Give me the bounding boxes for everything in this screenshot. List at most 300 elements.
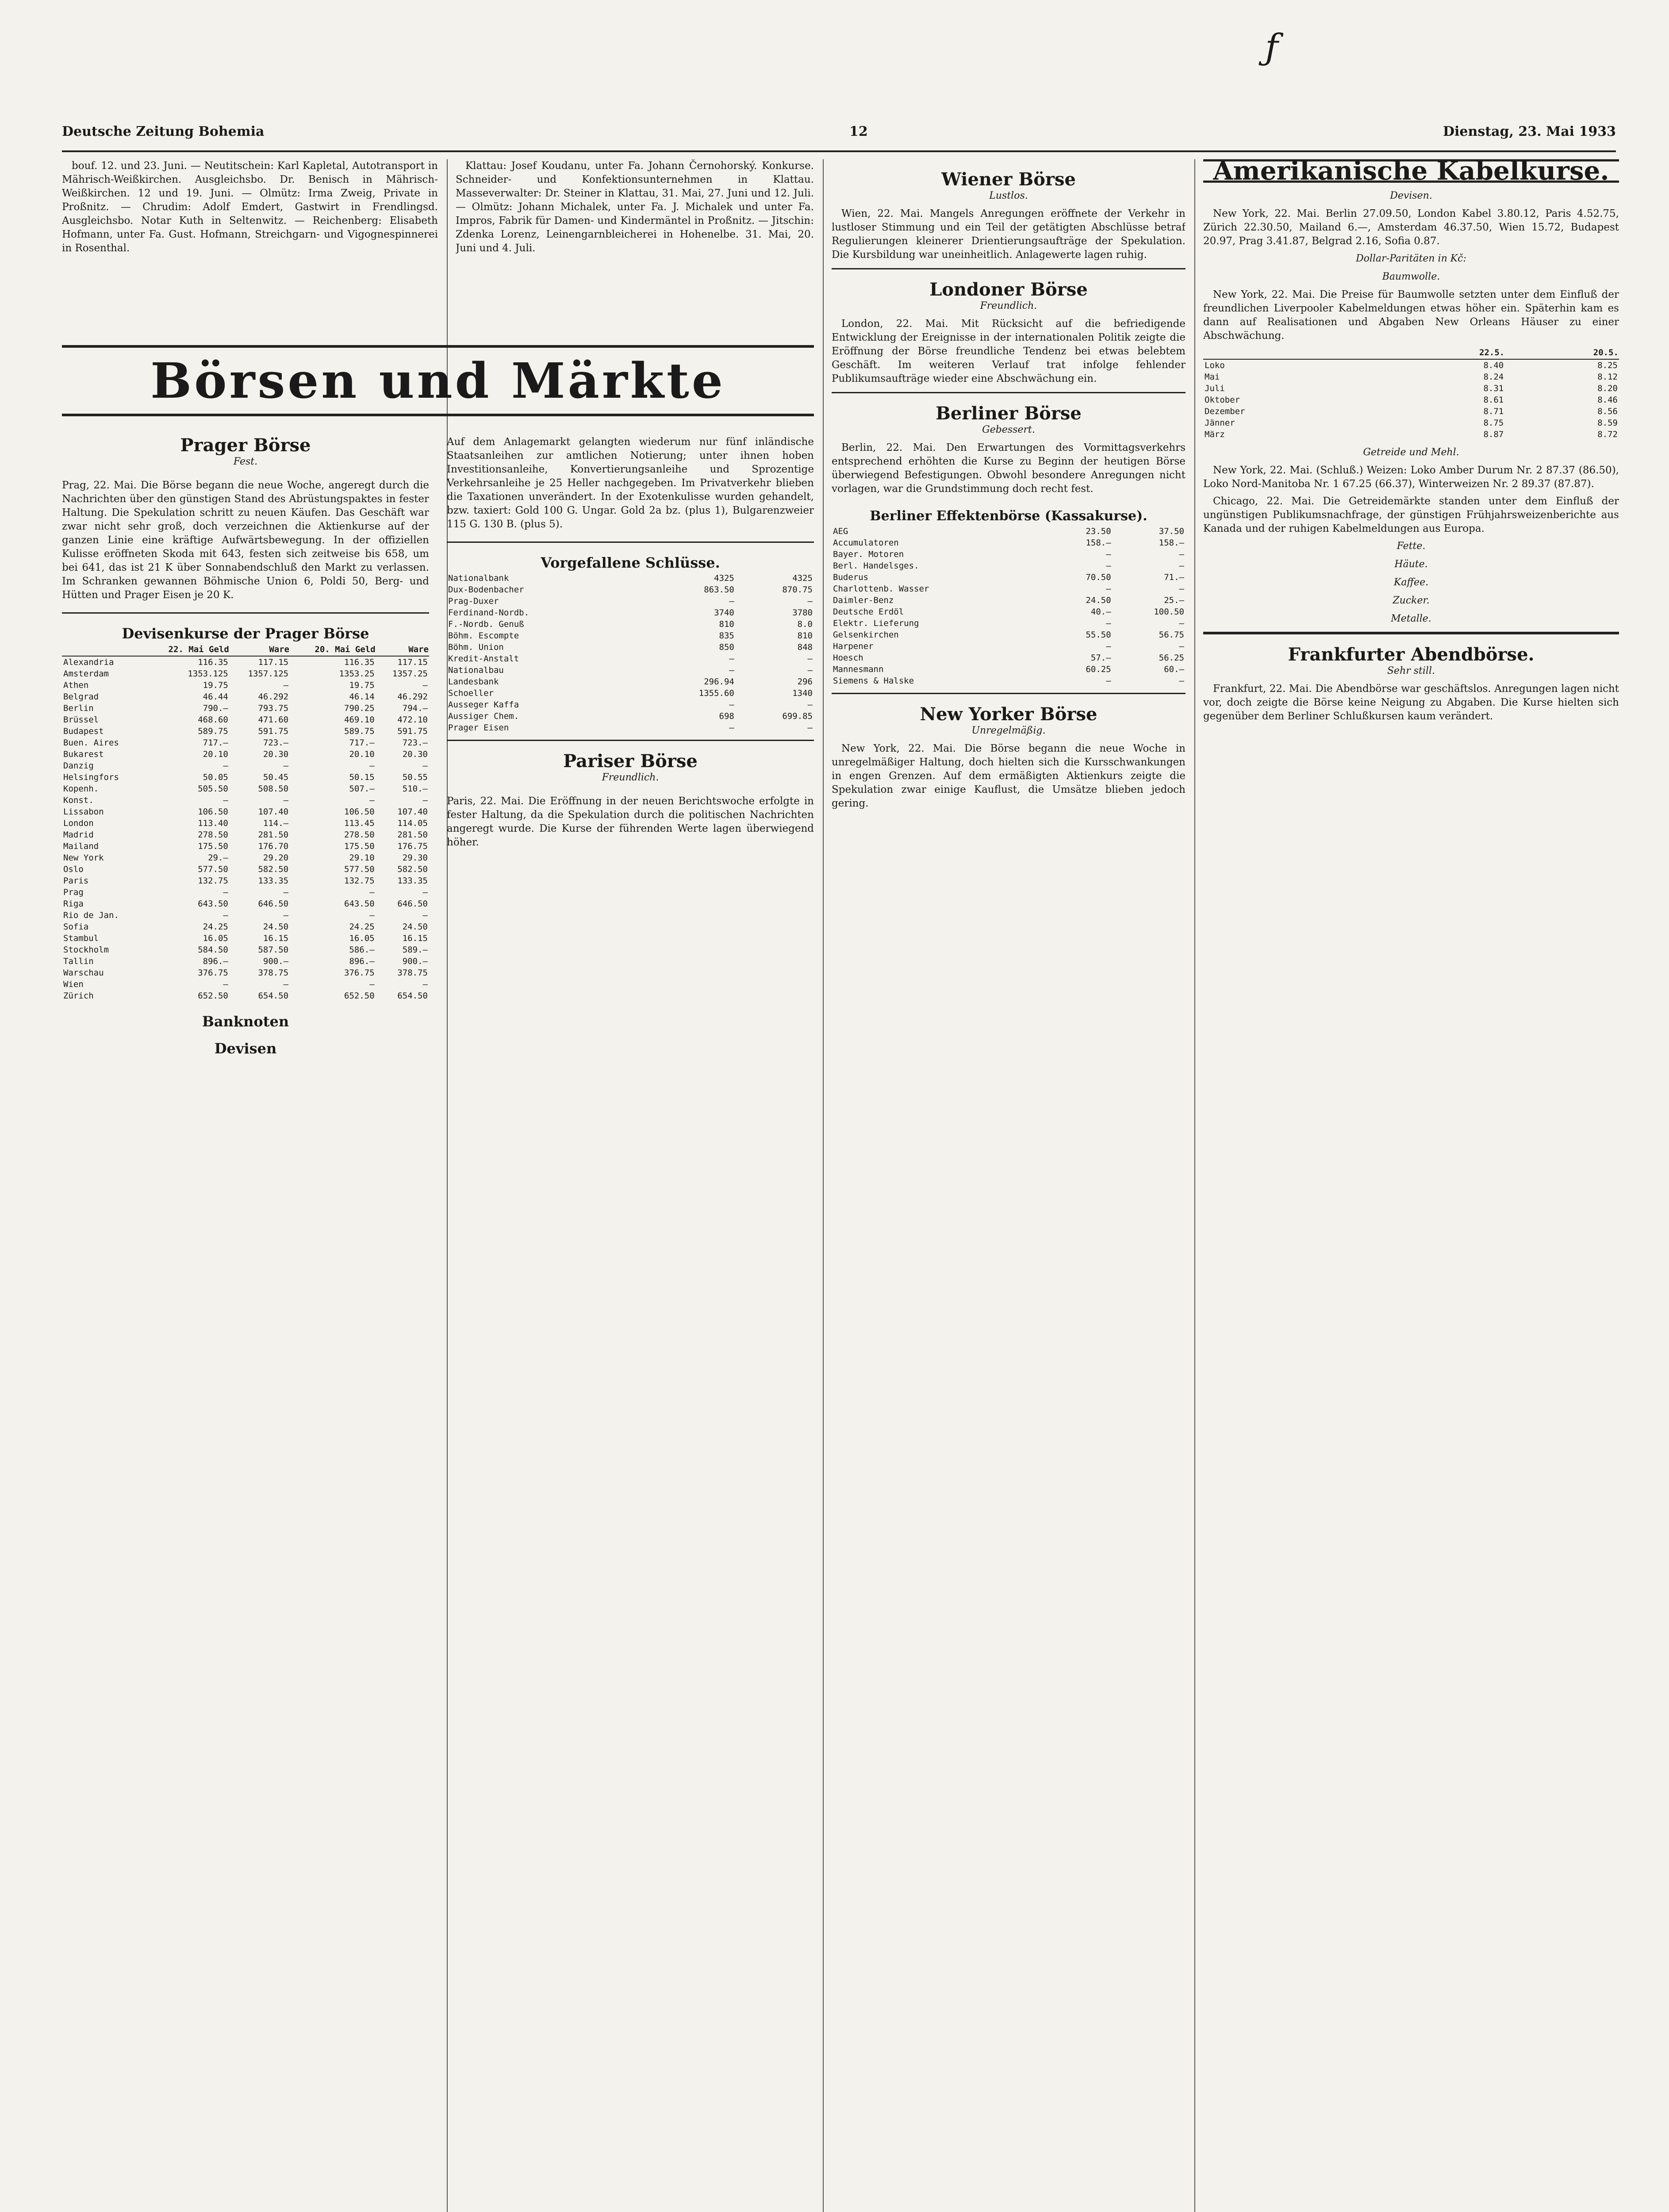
schluss-row — [447, 653, 814, 664]
table-cell: Zürich — [63, 991, 94, 1001]
table-cell: 591.75 — [397, 726, 428, 736]
schluss-title: Vorgefallene Schlüsse. — [541, 554, 720, 571]
kabelkurse-title: Amerikanische Kabelkurse. — [1203, 159, 1619, 183]
table-cell: 723.— — [263, 738, 289, 748]
kaffee-sub: Kaffee. — [1393, 577, 1429, 588]
table-cell: 296 — [797, 677, 813, 687]
table-header-cell: 22. Mai Geld — [143, 643, 230, 656]
devisen-row — [62, 829, 429, 841]
table-cell: 116.35 — [198, 657, 228, 667]
effekten-row — [832, 572, 1186, 583]
table-cell: 584.50 — [198, 945, 228, 955]
table-cell: 577.50 — [344, 864, 375, 874]
table-cell: 46.14 — [349, 692, 375, 702]
table-cell: Kredit-Anstalt — [448, 654, 519, 664]
table-cell: 107.40 — [397, 807, 428, 817]
table-cell: 810 — [719, 619, 734, 629]
schluss-row — [447, 641, 814, 653]
devisen-row — [62, 979, 429, 990]
cotton-row — [1203, 406, 1619, 417]
newyork-title: New Yorker Börse — [920, 704, 1097, 725]
devisen-zurich-title: Devisen — [214, 1040, 277, 1057]
devisen-row — [62, 818, 429, 829]
table-cell: 472.10 — [397, 715, 428, 725]
table-cell: 378.75 — [397, 968, 428, 978]
table-cell: Ferdinand-Nordb. — [448, 608, 529, 618]
table-cell: 23.50 — [1086, 526, 1111, 536]
table-cell: — — [729, 700, 734, 710]
table-cell: 24.50 — [402, 922, 428, 932]
table-cell: Loko — [1205, 361, 1225, 370]
table-cell: 55.50 — [1086, 630, 1111, 640]
table-cell: 70.50 — [1086, 572, 1111, 582]
page-header — [62, 119, 1616, 152]
table-cell: — — [1179, 641, 1184, 651]
table-cell: New York — [63, 853, 104, 863]
table-header-cell: 20.5. — [1505, 346, 1619, 359]
kabel-devisen-text: New York, 22. Mai. Berlin 27.09.50, London Kabel 3.80.12, Paris 4.52.75, Zürich 22.30.50, Mailand 6.—, Amsterdam 46.37.50, Wien 15.72, Budapest 20.97, Prag 3.41.87, Belgrad 2.16, Sofia 0.87. — [1203, 208, 1619, 247]
table-cell: 471.60 — [258, 715, 289, 725]
table-cell: 8.0 — [797, 619, 813, 629]
table-cell: 16.05 — [203, 933, 228, 943]
devisen-row — [62, 967, 429, 979]
table-cell: 114.— — [263, 818, 289, 828]
effekten-row — [832, 537, 1186, 549]
table-header-cell — [1203, 346, 1391, 359]
table-cell: — — [1179, 549, 1184, 559]
table-cell: — — [422, 761, 428, 771]
table-cell: Dezember — [1205, 407, 1245, 416]
table-cell: Stockholm — [63, 945, 109, 955]
table-cell: 116.35 — [344, 657, 375, 667]
table-cell: — — [807, 723, 813, 733]
newspaper-name: Deutsche Zeitung Bohemia — [62, 124, 265, 139]
table-cell: 646.50 — [258, 899, 289, 909]
table-cell: Warschau — [63, 968, 104, 978]
table-cell: — — [422, 795, 428, 805]
table-cell: Stambul — [63, 933, 99, 943]
table-cell: 863.50 — [704, 585, 734, 595]
table-cell: Lissabon — [63, 807, 104, 817]
boersen-section — [62, 336, 814, 1058]
baumwolle-sub: Baumwolle. — [1382, 271, 1440, 282]
devisen-row — [62, 714, 429, 726]
wiener-sub: Lustlos. — [989, 190, 1028, 201]
table-cell: Jänner — [1205, 418, 1235, 428]
table-cell: Siemens & Halske — [833, 676, 914, 686]
table-cell: 16.15 — [263, 933, 289, 943]
devisen-row — [62, 737, 429, 749]
table-cell: Juli — [1205, 384, 1225, 393]
devisen-row — [62, 921, 429, 933]
schluss-row — [447, 687, 814, 699]
table-cell: 8.25 — [1597, 361, 1618, 370]
wiener-title: Wiener Börse — [941, 169, 1076, 190]
issue-date: Dienstag, 23. Mai 1933 — [1443, 124, 1616, 139]
table-cell: 790.25 — [344, 703, 375, 713]
table-cell: — — [1106, 676, 1111, 686]
table-cell: — — [223, 761, 228, 771]
table-cell: Schoeller — [448, 688, 494, 698]
paris-sub: Freundlich. — [602, 772, 659, 783]
table-cell: — — [223, 910, 228, 920]
table-cell: 20.30 — [263, 749, 289, 759]
newyork-text: New York, 22. Mai. Die Börse begann die neue Woche in unregelmäßiger Haltung, doch hielten sich die Kursschwankungen in engen Grenzen. Auf dem ermäßigten Aktienkurs zeigte die Spekulation zwar einige Kauflust, die Umsätze blieben jedoch gering. — [832, 743, 1186, 809]
table-cell: 117.15 — [258, 657, 289, 667]
table-cell: 510.— — [402, 784, 428, 794]
prager-column — [62, 425, 429, 1058]
table-cell: Sofia — [63, 922, 89, 932]
table-cell: 278.50 — [198, 830, 228, 840]
devisen-row — [62, 749, 429, 760]
londoner-text: London, 22. Mai. Mit Rücksicht auf die befriedigende Entwicklung der Ereignisse in der internationalen Politik zeigte die Eröffnung der Börse freundliche Tendenz bei etwas belebtem Geschäft. Im weiteren Verlauf trat infolge fehlender Publikumsaufträge wieder eine Abschwächung ein. — [832, 318, 1186, 384]
table-cell: Riga — [63, 899, 84, 909]
table-cell: — — [1106, 584, 1111, 594]
konkurse-text: Klattau: Josef Koudanu, unter Fa. Johann Černohorský. Konkurse. Schneider- und Konfektionsunternehmen in Klattau. Masseverwalter: Dr. Steiner in Klattau, 31. Mai, 27. Juni und 12. Juli. — Olmütz: Johann Michalek, unter Fa. J. Michalek und unter Fa. Impros, Fabrik für Damen- und Kindermäntel in Proßnitz. — Jitschin: Zdenka Lorenz, Leinengarnbleicherei in Hohenelbe. 31. Mai, 20. Juni und 4. Juli. — [456, 160, 814, 254]
effekten-row — [832, 629, 1186, 641]
table-cell: 57.— — [1090, 653, 1111, 663]
table-cell: Konst. — [63, 795, 94, 805]
table-cell: 8.24 — [1483, 372, 1504, 382]
table-cell: 699.85 — [782, 711, 813, 721]
table-cell: — — [807, 596, 813, 606]
table-cell: 1357.25 — [392, 669, 428, 679]
table-cell: — — [1179, 618, 1184, 628]
devisen-table-title: Devisenkurse der Prager Börse — [122, 625, 369, 642]
table-cell: 20.10 — [349, 749, 375, 759]
table-cell: Böhm. Union — [448, 642, 504, 652]
getreide-text: New York, 22. Mai. (Schluß.) Weizen: Loko Amber Durum Nr. 2 87.37 (86.50), Loko Nord-Manitoba Nr. 1 67.25 (66.37), Winterweizen Nr. 2 89.37 (87.87). — [1203, 465, 1619, 490]
table-cell: 133.35 — [258, 876, 289, 886]
berliner-text: Berlin, 22. Mai. Den Erwartungen des Vormittagsverkehrs entsprechend erhöhten die Kurse zu Beginn der heutigen Börse überwiegend Befestigungen. Obwohl besondere Anregungen nicht vorlagen, war die Grundstimmung doch recht fest. — [832, 442, 1186, 495]
table-cell: — — [1106, 618, 1111, 628]
table-cell: 468.60 — [198, 715, 228, 725]
schluss-row — [447, 722, 814, 733]
table-cell: 50.45 — [263, 772, 289, 782]
table-cell: Prager Eisen — [448, 723, 509, 733]
table-cell: 587.50 — [258, 945, 289, 955]
table-cell: 29.30 — [402, 853, 428, 863]
metalle-sub: Metalle. — [1391, 613, 1431, 624]
column-4 — [1203, 159, 1619, 2212]
table-cell: Rio de Jan. — [63, 910, 119, 920]
table-cell: — — [369, 795, 375, 805]
table-cell: London — [63, 818, 94, 828]
table-cell: Buen. Aires — [63, 738, 119, 748]
table-cell: 1357.125 — [248, 669, 289, 679]
table-cell: — — [1106, 549, 1111, 559]
cotton-row — [1203, 383, 1619, 394]
table-cell: Deutsche Erdöl — [833, 607, 904, 617]
table-cell: Böhm. Escompte — [448, 631, 519, 641]
table-cell: 16.15 — [402, 933, 428, 943]
table-cell: 8.40 — [1483, 361, 1504, 370]
prager-sub: Fest. — [233, 456, 258, 467]
table-cell: Mai — [1205, 372, 1220, 382]
schluss-row — [447, 710, 814, 722]
table-cell: 106.50 — [198, 807, 228, 817]
schluss-row — [447, 664, 814, 676]
devisen-row — [62, 806, 429, 818]
table-cell: 50.55 — [402, 772, 428, 782]
effekten-row — [832, 606, 1186, 618]
table-cell: 1340 — [792, 688, 813, 698]
table-cell: 643.50 — [198, 899, 228, 909]
table-cell: 113.45 — [344, 818, 375, 828]
table-cell: 8.61 — [1483, 395, 1504, 405]
table-cell: F.-Nordb. Genuß — [448, 619, 524, 629]
devisen-row — [62, 841, 429, 852]
devisen-row — [62, 944, 429, 956]
getreide-sub: Getreide und Mehl. — [1363, 447, 1459, 458]
table-cell: Bayer. Motoren — [833, 549, 904, 559]
table-cell: — — [1179, 584, 1184, 594]
table-cell: 107.40 — [258, 807, 289, 817]
table-cell: 176.75 — [397, 841, 428, 851]
table-cell: — — [1106, 641, 1111, 651]
effekten-row — [832, 583, 1186, 595]
table-cell: 46.292 — [258, 692, 289, 702]
table-cell: — — [369, 887, 375, 897]
table-cell: 698 — [719, 711, 734, 721]
table-cell: Tallin — [63, 956, 94, 966]
table-cell: 46.44 — [203, 692, 228, 702]
table-cell: 24.50 — [1086, 595, 1111, 605]
table-cell: 586.— — [349, 945, 375, 955]
table-cell: 20.30 — [402, 749, 428, 759]
table-cell: 794.— — [402, 703, 428, 713]
devisen-row — [62, 864, 429, 875]
table-cell: 896.— — [349, 956, 375, 966]
table-cell: 835 — [719, 631, 734, 641]
table-cell: Oslo — [63, 864, 84, 874]
cotton-row — [1203, 371, 1619, 383]
table-cell: 810 — [797, 631, 813, 641]
dollar-sub: Dollar-Paritäten in Kč: — [1356, 253, 1466, 264]
table-cell: 378.75 — [258, 968, 289, 978]
cotton-row — [1203, 394, 1619, 406]
table-cell: 717.— — [349, 738, 375, 748]
table-cell: 281.50 — [397, 830, 428, 840]
table-cell: 4325 — [792, 573, 813, 583]
table-cell: — — [283, 887, 289, 897]
frankfurt-text: Frankfurt, 22. Mai. Die Abendbörse war geschäftslos. Anregungen lagen nicht vor, doch zeigte die Börse keine Neigung zu Abgaben. Die Kurse hielten sich gegenüber dem Berliner Schlußkursen kaum verändert. — [1203, 683, 1619, 722]
devisen-row — [62, 703, 429, 714]
table-cell: 175.50 — [344, 841, 375, 851]
table-cell: Berl. Handelsges. — [833, 561, 919, 571]
table-cell: Dux-Bodenbacher — [448, 585, 524, 595]
table-cell: Budapest — [63, 726, 104, 736]
table-cell: — — [283, 795, 289, 805]
schluss-row — [447, 595, 814, 607]
banknoten-title: Banknoten — [202, 1013, 289, 1030]
table-cell: 3740 — [714, 608, 734, 618]
table-cell: 132.75 — [344, 876, 375, 886]
table-cell: — — [422, 910, 428, 920]
table-cell: Prag-Duxer — [448, 596, 499, 606]
schluss-row — [447, 618, 814, 630]
table-cell: 652.50 — [198, 991, 228, 1001]
devisen-row — [62, 887, 429, 898]
paris-title: Pariser Börse — [563, 751, 698, 772]
prager-text: Prag, 22. Mai. Die Börse begann die neue Woche, angeregt durch die Nachrichten über den günstigen Stand des Abrüstungspaktes in fester Haltung. Die Spekulation schritt zu neuen Käufen. Das Geschäft war zwar nicht sehr groß, doch verzeichnen die Aktienkurse auf der ganzen Linie eine kräftige Aufwärtsbewegung. In der offiziellen Kulisse eröffneten Skoda mit 643, festen sich zeitweise bis 658, um bei 641, das ist 21 K über Sonnabendschluß den Markt zu verlassen. Im Schranken gewannen Böhmische Union 6, Poldi 50, Berg- und Hütten und Prager Eisen je 20 K. — [62, 480, 429, 601]
table-cell: 29.20 — [263, 853, 289, 863]
table-cell: 56.75 — [1159, 630, 1184, 640]
table-cell: 16.05 — [349, 933, 375, 943]
table-cell: 24.25 — [349, 922, 375, 932]
effekten-row — [832, 652, 1186, 664]
table-cell: 577.50 — [198, 864, 228, 874]
table-cell: 793.75 — [258, 703, 289, 713]
schluss-row — [447, 572, 814, 584]
table-cell: Paris — [63, 876, 89, 886]
table-cell: — — [1179, 676, 1184, 686]
table-cell: 505.50 — [198, 784, 228, 794]
devisen-row — [62, 783, 429, 795]
table-cell: 24.25 — [203, 922, 228, 932]
devisen-row — [62, 795, 429, 806]
table-cell: 8.75 — [1483, 418, 1504, 428]
wiener-text: Wien, 22. Mai. Mangels Anregungen eröffnete der Verkehr in lustloser Stimmung und ein Teil der getätigten Abschlüsse betraf Regulierungen kleinerer Drientierungsaufträge der Spekulation. Die Kursbildung war uneinheitlich. Anlagewerte lagen ruhig. — [832, 208, 1186, 261]
page-number: 12 — [849, 124, 868, 139]
table-cell: 37.50 — [1159, 526, 1184, 536]
table-cell: 507.— — [349, 784, 375, 794]
table-cell: AEG — [833, 526, 848, 536]
table-cell: 8.72 — [1597, 430, 1618, 439]
table-cell: 50.05 — [203, 772, 228, 782]
devisen-row — [62, 875, 429, 887]
table-cell: 1353.125 — [188, 669, 228, 679]
table-cell: 1353.25 — [339, 669, 375, 679]
cotton-table — [1203, 346, 1619, 440]
table-cell: März — [1205, 430, 1225, 439]
table-cell: 646.50 — [397, 899, 428, 909]
table-cell: Daimler-Benz — [833, 595, 894, 605]
table-cell: 376.75 — [344, 968, 375, 978]
table-cell: 106.50 — [344, 807, 375, 817]
table-cell: Kopenh. — [63, 784, 99, 794]
table-cell: Mailand — [63, 841, 99, 851]
table-cell: 8.87 — [1483, 430, 1504, 439]
table-header-cell: Ware — [230, 643, 290, 656]
devisen-row — [62, 990, 429, 1002]
table-cell: — — [283, 979, 289, 989]
table-cell: 723.— — [402, 738, 428, 748]
table-cell: 643.50 — [344, 899, 375, 909]
table-cell: — — [223, 979, 228, 989]
table-cell: 8.71 — [1483, 407, 1504, 416]
zucker-sub: Zucker. — [1393, 595, 1430, 606]
table-cell: — — [422, 979, 428, 989]
table-cell: 175.50 — [198, 841, 228, 851]
table-cell: 46.292 — [397, 692, 428, 702]
table-cell: 133.35 — [397, 876, 428, 886]
cotton-row — [1203, 429, 1619, 440]
effekten-row — [832, 641, 1186, 652]
table-cell: 71.— — [1164, 572, 1184, 582]
table-cell: 100.50 — [1154, 607, 1184, 617]
table-cell: Wien — [63, 979, 84, 989]
effekten-table — [832, 526, 1186, 687]
frankfurt-title: Frankfurter Abendbörse. — [1288, 644, 1535, 665]
table-cell: Buderus — [833, 572, 869, 582]
schluss-row — [447, 676, 814, 687]
chicago-text: Chicago, 22. Mai. Die Getreidemärkte standen unter dem Einfluß der ungünstigen Publikumsnachfrage, der günstigen Frühjahrsweizenberichte aus Kanada und der ruhigen Kabelmeldungen aus Europa. — [1203, 495, 1619, 534]
table-cell: 508.50 — [258, 784, 289, 794]
devisen-row — [62, 956, 429, 967]
fette-sub: Fette. — [1397, 541, 1426, 552]
table-cell: — — [223, 795, 228, 805]
table-cell: 8.12 — [1597, 372, 1618, 382]
devisen-row — [62, 726, 429, 737]
table-cell: 25.— — [1164, 595, 1184, 605]
table-cell: 3780 — [792, 608, 813, 618]
table-cell: Charlottenb. Wasser — [833, 584, 929, 594]
intro-text: bouf. 12. und 23. Juni. — Neutitschein: Karl Kapletal, Autotransport in Mährisch-Weißkirchen. Ausgleichsbo. Dr. Benisch in Mährisch-Weißkirchen. 12 und 19. Juni. — Olmütz: Irma Zweig, Private in Proßnitz. — Chrudim: Adolf Emdert, Gastwirt in Frendlingsd. Ausgleichsbo. Notar Kuth in Seltenwitz. — Reichenberg: Elisabeth Hofmann, unter Fa. Gust. Hofmann, Streichgarn- und Vigognespinnerei in Rosenthal. — [62, 160, 438, 254]
table-cell: 132.75 — [198, 876, 228, 886]
table-cell: — — [807, 654, 813, 664]
haeute-sub: Häute. — [1394, 559, 1428, 570]
table-cell: 654.50 — [258, 991, 289, 1001]
devisen-row — [62, 668, 429, 680]
table-cell: — — [807, 700, 813, 710]
devisen-row — [62, 691, 429, 703]
table-cell: Brüssel — [63, 715, 99, 725]
table-header-cell — [62, 643, 143, 656]
devisen-row — [62, 760, 429, 772]
table-header-cell: Ware — [376, 643, 429, 656]
effekten-row — [832, 526, 1186, 537]
londoner-title: Londoner Börse — [929, 279, 1088, 300]
table-cell: — — [807, 665, 813, 675]
table-cell: 29.— — [208, 853, 228, 863]
devisen-row — [62, 656, 429, 668]
table-cell: Oktober — [1205, 395, 1240, 405]
table-cell: — — [422, 680, 428, 690]
table-cell: 896.— — [203, 956, 228, 966]
table-cell: 113.40 — [198, 818, 228, 828]
table-cell: 870.75 — [782, 585, 813, 595]
table-cell: — — [729, 723, 734, 733]
table-cell: — — [1179, 561, 1184, 571]
schluss-row — [447, 607, 814, 618]
prager-text-2: Auf dem Anlagemarkt gelangten wiederum nur fünf inländische Staatsanleihen zur amtlichen Notierung; unter ihnen hoben Investitionsanleihe, Konvertierungsanleihe und Sprozentige Verkehrsanleihe je 25 Heller nachgegeben. Im Privatverkehr blieben die Taxationen unverändert. In der Exotenkulisse wurden gehandelt, bzw. taxiert: Gold 100 G. Ungar. Gold 2a bz. (plus 1), Bulgarenzweier 115 G. 130 B. (plus 5). — [447, 436, 814, 530]
table-cell: 296.94 — [704, 677, 734, 687]
table-cell: 8.59 — [1597, 418, 1618, 428]
cotton-row — [1203, 359, 1619, 371]
frankfurt-sub: Sehr still. — [1387, 665, 1435, 676]
table-cell: 176.70 — [258, 841, 289, 851]
effekten-title: Berliner Effektenbörse (Kassakurse). — [870, 508, 1147, 524]
table-cell: 20.10 — [203, 749, 228, 759]
table-cell: 900.— — [402, 956, 428, 966]
table-cell: 281.50 — [258, 830, 289, 840]
table-cell: Elektr. Lieferung — [833, 618, 919, 628]
anlage-column — [447, 425, 814, 1058]
table-cell: — — [729, 654, 734, 664]
table-cell: Nationalbank — [448, 573, 509, 583]
table-cell: Alexandria — [63, 657, 114, 667]
table-cell: 654.50 — [397, 991, 428, 1001]
effekten-row — [832, 560, 1186, 572]
prager-title: Prager Börse — [180, 435, 311, 456]
londoner-sub: Freundlich. — [980, 300, 1037, 311]
table-cell: 469.10 — [344, 715, 375, 725]
table-cell: 29.10 — [349, 853, 375, 863]
table-cell: 278.50 — [344, 830, 375, 840]
table-cell: 376.75 — [198, 968, 228, 978]
boersen-title: Börsen und Märkte — [62, 345, 814, 416]
